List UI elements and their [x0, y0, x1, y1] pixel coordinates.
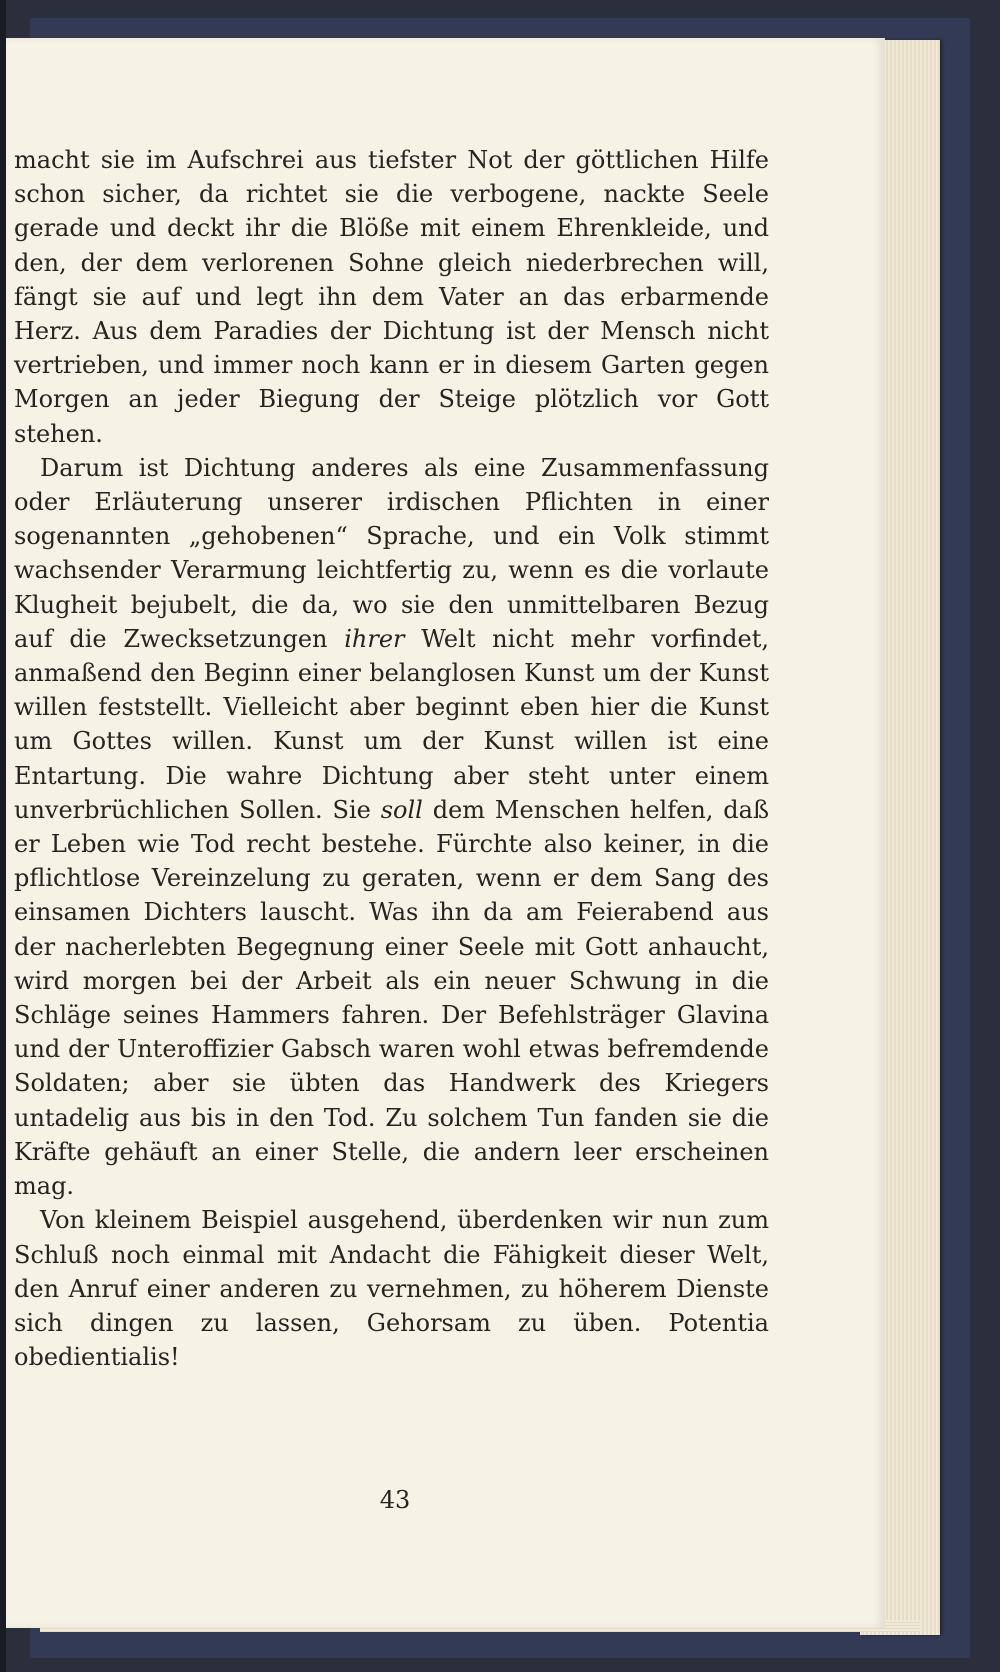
paragraph-1-text: macht sie im Aufschrei aus tiefster Not der göttlichen Hilfe schon sicher, da richtet sie die verbogene, nackte Seele gerade und deckt ihr die Blöße mit einem Ehrenkleide, und den, der dem verlorenen Sohne gleich niederbrechen will, fängt sie auf und legt ihn dem Vater an das erbarmende Herz. Aus dem Paradies der Dichtung ist der Mensch nicht vertrieben, und immer noch kann er in diesem Garten gegen Morgen an jeder Biegung der Steige plötzlich vor Gott stehen. [14, 146, 769, 448]
paragraph-2-text-a: Darum ist Dichtung anderes als eine Zusammenfassung oder Erläuterung unserer irdischen Pflichten in einer sogenannten „gehobenen“ Sprache, und ein Volk stimmt wachsender Verarmung leichtfertig zu, wenn es die vorlaute Klugheit bejubelt, die da, wo sie den unmittelbaren Bezug auf die Zwecksetzungen [14, 453, 769, 653]
body-text [14, 143, 769, 1374]
spine-shadow [0, 0, 6, 1672]
paragraph-3 [14, 1203, 769, 1374]
paragraph-2-text-c: dem Menschen helfen, daß er Leben wie Tod recht bestehe. Fürchte also keiner, in die pflichtlose Vereinzelung zu geraten, wenn er dem Sang des einsamen Dichters lauscht. Was ihn da am Feierabend aus der nacherlebten Begegnung einer Seele mit Gott anhaucht, wird morgen bei der Arbeit als ein neuer Schwung in die Schläge seines Hammers fahren. Der Befehlsträger Glavina und der Unteroffizier Gabsch waren wohl etwas befremdende Soldaten; aber sie übten das Handwerk des Kriegers untadelig aus bis in den Tod. Zu solchem Tun fanden sie die Kräfte gehäuft an einer Stelle, die andern leer erscheinen mag. [14, 795, 769, 1201]
paragraph-1 [14, 143, 769, 451]
paragraph-3-text: Von kleinem Beispiel ausgehend, überdenken wir nun zum Schluß noch einmal mit Andacht die Fähigkeit dieser Welt, den Anruf einer anderen zu vernehmen, zu höherem Dienste sich dingen zu lassen, Gehorsam zu üben. Potentia obedientialis! [14, 1206, 769, 1372]
paragraph-2 [14, 451, 769, 1203]
emphasis-ihrer: ihrer [344, 624, 405, 653]
emphasis-soll: soll [380, 795, 423, 824]
page-number: 43 [379, 1486, 411, 1514]
paragraph-2-text-b: Welt nicht mehr vorfindet, anmaßend den Beginn einer belanglosen Kunst um der Kunst willen feststellt. Vielleicht aber beginnt eben hier die Kunst um Gottes willen. Kunst um der Kunst willen ist eine Entartung. Die wahre Dichtung aber steht unter einem unverbrüchlichen Sollen. Sie [14, 624, 769, 824]
